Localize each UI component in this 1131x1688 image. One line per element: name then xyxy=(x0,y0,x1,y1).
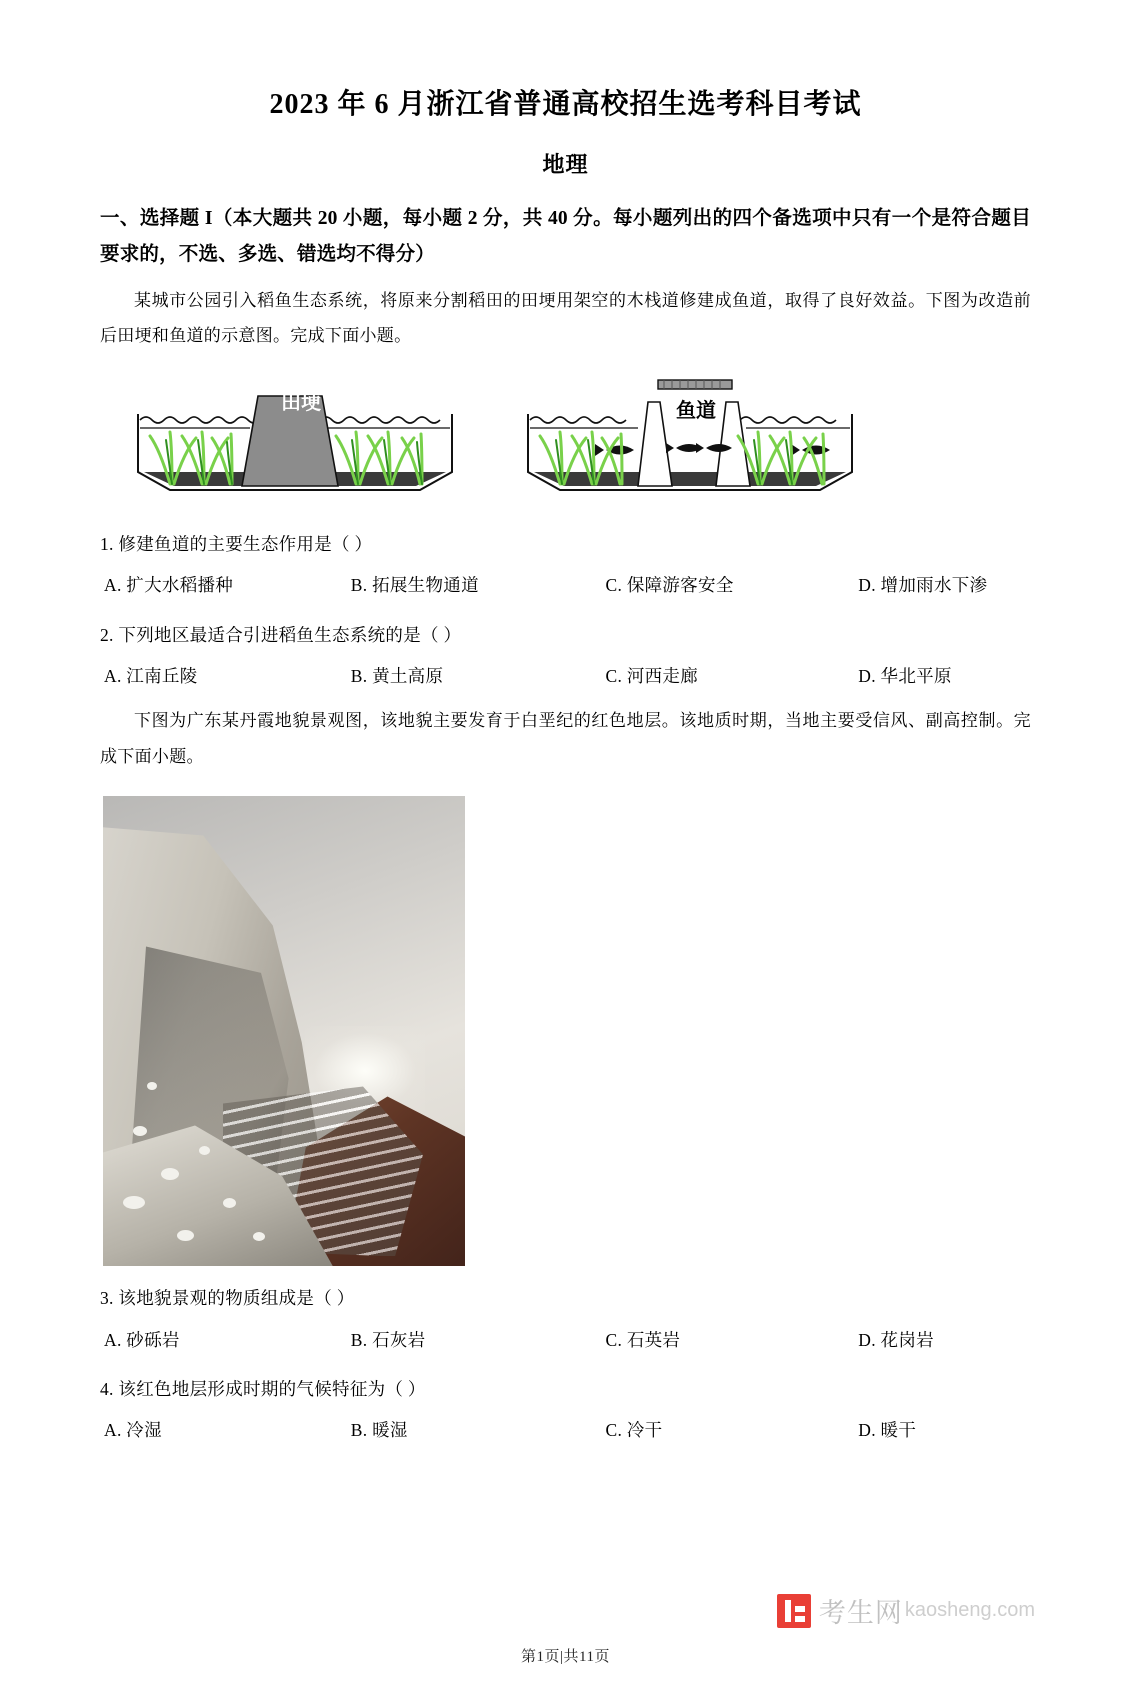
figure-label-yudao: 鱼道 xyxy=(676,400,716,423)
question-3-option-b[interactable]: B. 石灰岩 xyxy=(350,1329,426,1350)
question-1-stem: 修建鱼道的主要生态作用是（ ） xyxy=(118,534,373,555)
watermark-brand: 考生网 xyxy=(818,1598,903,1628)
question-4-option-b[interactable]: B. 暖湿 xyxy=(350,1420,408,1441)
question-3-option-a[interactable]: A. 砂砾岩 xyxy=(104,1329,180,1350)
question-3 xyxy=(100,1282,1031,1315)
question-1-option-d[interactable]: D. 增加雨水下渗 xyxy=(858,575,988,596)
figure-paddy-right-panel xyxy=(520,372,860,512)
page-footer: 第1页|共11页 xyxy=(521,1649,610,1665)
watermark-logo-icon xyxy=(777,1594,811,1628)
question-1-number: 1. xyxy=(100,534,114,555)
question-4-option-a[interactable]: A. 冷湿 xyxy=(104,1420,162,1441)
question-2-option-d[interactable]: D. 华北平原 xyxy=(858,665,952,686)
question-2-number: 2. xyxy=(100,624,114,645)
question-3-option-d[interactable]: D. 花岗岩 xyxy=(858,1329,934,1350)
subject-title: 地理 xyxy=(542,151,589,177)
question-1 xyxy=(100,528,1031,561)
watermark xyxy=(777,1591,1035,1630)
question-3-option-c[interactable]: C. 石英岩 xyxy=(605,1329,681,1350)
question-1-option-b[interactable]: B. 拓展生物通道 xyxy=(350,575,479,596)
document-page xyxy=(0,88,1131,1688)
passage-1: 某城市公园引入稻鱼生态系统，将原来分割稻田的田埂用架空的木栈道修建成鱼道，取得了良好效益。下图为改造前后田埂和鱼道的示意图。完成下面小题。 xyxy=(100,290,1031,346)
passage-2: 下图为广东某丹霞地貌景观图，该地貌主要发育于白垩纪的红色地层。该地质时期，当地主要受信风、副高控制。完成下面小题。 xyxy=(100,711,1031,766)
figure-paddy-left-panel xyxy=(130,372,460,512)
page-title: 2023 年 6 月浙江省普通高校招生选考科目考试 xyxy=(269,89,862,120)
question-4-number: 4. xyxy=(100,1378,114,1399)
question-1-options xyxy=(100,569,1031,602)
question-2-option-b[interactable]: B. 黄土高原 xyxy=(350,665,444,686)
figure-label-tiangeng: 田埂 xyxy=(281,392,321,415)
question-3-number: 3. xyxy=(100,1288,114,1309)
question-1-option-a[interactable]: A. 扩大水稻播种 xyxy=(104,575,234,596)
question-4 xyxy=(100,1373,1031,1406)
question-2-options xyxy=(100,660,1031,693)
question-2-stem: 下列地区最适合引进稻鱼生态系统的是（ ） xyxy=(118,624,462,645)
figure-danxia-photo xyxy=(103,796,465,1266)
question-2-option-a[interactable]: A. 江南丘陵 xyxy=(104,665,198,686)
question-4-options xyxy=(100,1414,1031,1447)
fish-passage-svg xyxy=(520,372,860,512)
question-2 xyxy=(100,619,1031,652)
question-4-option-d[interactable]: D. 暖干 xyxy=(858,1420,917,1441)
section-heading: 一、选择题 I（本大题共 20 小题，每小题 2 分，共 40 分。每小题列出的四个备选项中只有一个是符合题目要求的，不选、多选、错选均不得分） xyxy=(100,207,1031,265)
figure-paddy-diagram xyxy=(100,372,1031,512)
question-2-option-c[interactable]: C. 河西走廊 xyxy=(605,665,699,686)
question-4-stem: 该红色地层形成时期的气候特征为（ ） xyxy=(118,1378,426,1399)
question-1-option-c[interactable]: C. 保障游客安全 xyxy=(605,575,734,596)
watermark-domain: kaosheng.com xyxy=(904,1599,1035,1621)
question-3-stem: 该地貌景观的物质组成是（ ） xyxy=(118,1288,355,1309)
question-4-option-c[interactable]: C. 冷干 xyxy=(605,1420,663,1441)
question-3-options xyxy=(100,1324,1031,1357)
